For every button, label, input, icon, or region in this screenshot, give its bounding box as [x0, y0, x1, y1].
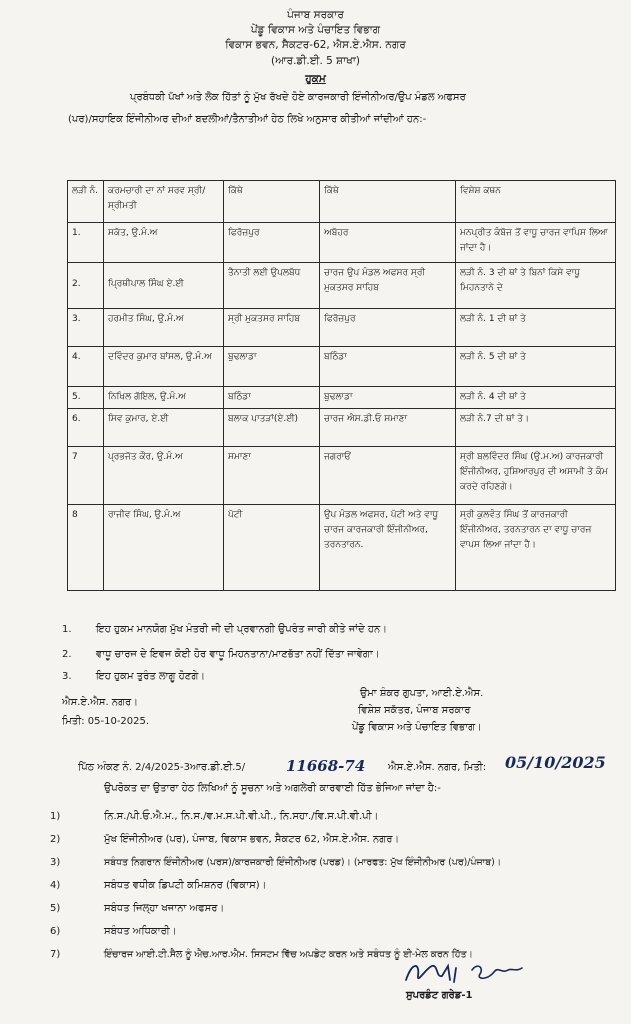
table-row — [68, 387, 616, 409]
table-row — [68, 409, 616, 447]
cell-from: ਬਲਾਕ ਪਾਤੜਾਂ(ਏ.ਈ) — [224, 409, 320, 447]
cell-from: ਪੱਟੀ — [224, 505, 320, 591]
cell-remarks: ਸ੍ਰੀ ਬਲਵਿੰਦਰ ਸਿੰਘ (ਉ.ਮ.ਅ) ਕਾਰਜਕਾਰੀ ਇੰਜੀਨੀਅਰ, ਹੁਸ਼ਿਆਰਪੁਰ ਦੀ ਅਸਾਮੀ ਤੇ ਕੰਮ ਕਰਦੇ ਰਹਿਣਗੇ। — [456, 447, 616, 505]
copy-item-number: 6) — [50, 926, 61, 937]
superintendent-signature — [402, 958, 532, 988]
endorsement-ref-number: 11668-74 — [286, 757, 366, 775]
table-row — [68, 447, 616, 505]
cell-to: ਉਪ ਮੰਡਲ ਅਫਸਰ, ਪੱਟੀ ਅਤੇ ਵਾਧੂ ਚਾਰਜ ਕਾਰਜਕਾਰੀ ਇੰਜੀਨੀਅਰ, ਤਰਨਤਾਰਨ. — [320, 505, 456, 591]
cell-to: ਜਗਰਾਓਂ — [320, 447, 456, 505]
cell-remarks: ਲੜੀ ਨੰ. 4 ਦੀ ਥਾਂ ਤੇ — [456, 387, 616, 409]
issue-date: ਮਿਤੀ: 05-10-2025. — [62, 716, 150, 727]
cell-name: ਹਰਮੀਤ ਸਿੰਘ, ਉ.ਮੰ.ਅ — [104, 309, 224, 347]
cell-name: ਦਵਿੰਦਰ ਕੁਮਾਰ ਬਾਂਸਲ, ਉ.ਮੰ.ਅ — [104, 347, 224, 387]
copy-item-number: 4) — [50, 880, 61, 891]
note-number: 1. — [62, 624, 72, 635]
table-row — [68, 263, 616, 309]
cell-remarks: ਮਨਪ੍ਰੀਤ ਕੰਬੋਜ ਤੋਂ ਵਾਧੂ ਚਾਰਜ ਵਾਪਿਸ ਲਿਆ ਜਾਂਦਾ ਹੈ। — [456, 223, 616, 263]
col-header-serial: ਲੜੀ ਨੰ. — [68, 181, 104, 223]
copy-item-number: 1) — [50, 811, 61, 822]
header-line-government: ਪੰਜਾਬ ਸਰਕਾਰ — [287, 9, 344, 21]
cell-to: ਅਬੋਹਰ — [320, 223, 456, 263]
note-text: ਇਹ ਹੁਕਮ ਮਾਨਯੋਗ ਮੁੱਖ ਮੰਤਰੀ ਜੀ ਦੀ ਪ੍ਰਵਾਨਗੀ ਉਪਰੰਤ ਜਾਰੀ ਕੀਤੇ ਜਾਂਦੇ ਹਨ। — [96, 624, 387, 635]
copy-item-text: ਇੰਚਾਰਜ ਆਈ.ਟੀ.ਸੈਲ ਨੂੰ ਐਚ.ਆਰ.ਐਮ. ਸਿਸਟਮ ਵਿੱਚ ਅਪਡੇਟ ਕਰਨ ਅਤੇ ਸਬੰਧਤ ਨੂੰ ਈ-ਮੇਲ ਕਰਨ ਹਿੱਤ। — [104, 949, 473, 960]
copy-item-number: 2) — [50, 834, 61, 845]
cell-to: ਬੁਢਲਾਡਾ — [320, 387, 456, 409]
cell-serial: 1. — [68, 223, 104, 263]
cell-name: ਰਾਜੀਵ ਸਿੰਘ, ਉ.ਮੰ.ਅ — [104, 505, 224, 591]
cell-to: ਚਾਰਜ ਐਸ.ਡੀ.ਓ ਸਮਾਣਾ — [320, 409, 456, 447]
copy-item-text: ਸਬੰਧਤ ਵਧੀਕ ਡਿਪਟੀ ਕਮਿਸ਼ਨਰ (ਵਿਕਾਸ)। — [104, 880, 267, 891]
cell-name: ਪ੍ਰਭਜੋਤ ਕੌਰ, ਉ.ਮੰ.ਅ — [104, 447, 224, 505]
note-number: 2. — [62, 649, 72, 660]
header-line-department: ਪੇਂਡੂ ਵਿਕਾਸ ਅਤੇ ਪੰਚਾਇਤ ਵਿਭਾਗ — [250, 24, 381, 36]
cell-remarks: ਲੜੀ ਨੰ. 5 ਦੀ ਥਾਂ ਤੇ — [456, 347, 616, 387]
signatory-name: ਉਮਾ ਸ਼ੰਕਰ ਗੁਪਤਾ, ਆਈ.ਏ.ਐਸ. — [360, 688, 484, 699]
signoff-designation: ਸੁਪਰਡੰਟ ਗਰੇਡ-1 — [406, 990, 473, 1001]
endorsement-intro: ਉਪਰੋਕਤ ਦਾ ਉਤਾਰਾ ਹੇਠ ਲਿਖਿਆਂ ਨੂੰ ਸੂਚਨਾ ਅਤੇ ਅਗਲੇਰੀ ਕਾਰਵਾਈ ਹਿੱਤ ਭੇਜਿਆ ਜਾਂਦਾ ਹੈ:- — [104, 783, 441, 794]
cell-from: ਸ੍ਰੀ ਮੁਕਤਸਰ ਸਾਹਿਬ — [224, 309, 320, 347]
intro-line-2: (ਪਰ)/ਸਹਾਇਕ ਇੰਜੀਨੀਅਰ ਦੀਆਂ ਬਦਲੀਆਂ/ਤੈਨਾਤੀਆਂ ਹੇਠ ਲਿਖੇ ਅਨੁਸਾਰ ਕੀਤੀਆਂ ਜਾਂਦੀਆਂ ਹਨ:- — [68, 114, 427, 125]
copy-item-number: 3) — [50, 857, 61, 868]
signatory-department: ਪੇਂਡੂ ਵਿਕਾਸ ਅਤੇ ਪੰਚਾਇਤ ਵਿਭਾਗ। — [352, 722, 482, 733]
endorsement-place-date: ਐਸ.ਏ.ਐਸ. ਨਗਰ, ਮਿਤੀ: — [388, 762, 487, 773]
copy-item-text: ਸਬੰਧਤ ਅਧਿਕਾਰੀ। — [104, 926, 177, 937]
table-row — [68, 505, 616, 591]
cell-remarks: ਲੜੀ ਨੰ. 1 ਦੀ ਥਾਂ ਤੇ — [456, 309, 616, 347]
note-number: 3. — [62, 671, 72, 682]
order-title: ਹੁਕਮ — [305, 73, 326, 85]
table-header-row — [68, 181, 616, 223]
cell-from: ਫਿਰੋਜ਼ਪੁਰ — [224, 223, 320, 263]
table-row — [68, 309, 616, 347]
endorsement-date: 05/10/2025 — [505, 753, 606, 772]
issue-place: ਐਸ.ਏ.ਐਸ. ਨਗਰ। — [62, 697, 138, 708]
copy-item-text: ਸਬੰਧਤ ਜਿਲ੍ਹਾ ਖਜਾਨਾ ਅਫਸਰ। — [104, 903, 225, 914]
cell-name: ਸਕੱਤ, ਉ.ਮੰ.ਅ — [104, 223, 224, 263]
copy-item-text: ਨਿ.ਸ./ਪੀ.ਓ.ਐ.ਮ., ਨਿ.ਸ./ਵ.ਮ.ਸ.ਪੀ.ਵੀ.ਪੀ., ਨਿ.ਸਹਾ./ਵਿ.ਸ.ਪੀ.ਵੀ.ਪੀ। — [104, 811, 379, 822]
note-text: ਵਾਧੂ ਚਾਰਜ ਦੇ ਇਵਜ ਕੋਈ ਹੋਰ ਵਾਧੂ ਮਿਹਨਤਾਨਾ/ਮਾਣਭੱਤਾ ਨਹੀਂ ਦਿੱਤਾ ਜਾਵੇਗਾ। — [96, 649, 380, 660]
cell-name: ਨਿਖਿਲ ਗੋਇਲ, ਉ.ਮੰ.ਅ — [104, 387, 224, 409]
col-header-to: ਕਿੱਥੇ — [320, 181, 456, 223]
header-line-branch: (ਆਰ.ਡੀ.ਈ. 5 ਸ਼ਾਖਾ) — [271, 55, 360, 67]
cell-from: ਬਠਿੰਡਾ — [224, 387, 320, 409]
cell-remarks: ਲੜੀ ਨੰ. 3 ਦੀ ਥਾਂ ਤੇ ਬਿਨਾਂ ਕਿਸੇ ਵਾਧੂ ਮਿਹਨਤਾਨੇ ਦੇ — [456, 263, 616, 309]
copy-item-number: 7) — [50, 949, 61, 960]
copy-item-text: ਸਬੰਧਤ ਨਿਗਰਾਨ ਇੰਜੀਨੀਅਰ (ਪਰਸ)/ਕਾਰਜਕਾਰੀ ਇੰਜੀਨੀਅਰ (ਪਰਡ)। (ਮਾਰਫਤ: ਮੁੱਖ ਇੰਜੀਨੀਅਰ (ਪਰ)/ਪੰਜਾਬ)। — [104, 857, 502, 868]
endorsement-ref: ਪਿੱਠ ਅੰਕਣ ਨੰ. 2/4/2025-3ਆਰ.ਡੀ.ਈ.5/ — [78, 762, 246, 773]
col-header-remarks: ਵਿਸ਼ੇਸ਼ ਕਥਨ — [456, 181, 616, 223]
signatory-designation: ਵਿਸ਼ੇਸ਼ ਸਕੱਤਰ, ਪੰਜਾਬ ਸਰਕਾਰ — [358, 705, 471, 716]
cell-serial: 2. — [68, 263, 104, 309]
cell-to: ਫਿਰੋਜ਼ਪੁਰ — [320, 309, 456, 347]
cell-serial: 7 — [68, 447, 104, 505]
col-header-from: ਕਿੱਥੇ — [224, 181, 320, 223]
note-text: ਇਹ ਹੁਕਮ ਤੁਰੰਤ ਲਾਗੂ ਹੋਣਗੇ। — [96, 671, 206, 682]
intro-line-1: ਪ੍ਰਬੰਧਕੀ ਪੱਖਾਂ ਅਤੇ ਲੋਕ ਹਿੱਤਾਂ ਨੂੰ ਮੁੱਖ ਰੱਖਦੇ ਹੋਏ ਕਾਰਜਕਾਰੀ ਇੰਜੀਨੀਅਰ/ਉਪ ਮੰਡਲ ਅਫਸਰ — [130, 92, 466, 103]
cell-remarks: ਸ੍ਰੀ ਕੁਲਵੰਤ ਸਿੰਘ ਤੋਂ ਕਾਰਜਕਾਰੀ ਇੰਜੀਨੀਅਰ, ਤਰਨਤਾਰਨ ਦਾ ਵਾਧੂ ਚਾਰਜ ਵਾਪਸ ਲਿਆ ਜਾਂਦਾ ਹੈ। — [456, 505, 616, 591]
cell-name: ਸਿਵ ਕੁਮਾਰ, ਏ.ਈ — [104, 409, 224, 447]
table-row — [68, 347, 616, 387]
cell-remarks: ਲੜੀ ਨੰ.7 ਦੀ ਥਾਂ ਤੇ। — [456, 409, 616, 447]
cell-serial: 5. — [68, 387, 104, 409]
cell-from: ਤੈਨਾਤੀ ਲਈ ਉਪਲਬੱਧ — [224, 263, 320, 309]
cell-to: ਬਠਿੰਡਾ — [320, 347, 456, 387]
cell-serial: 8 — [68, 505, 104, 591]
cell-to: ਚਾਰਜ ਉਪ ਮੰਡਲ ਅਫਸਰ ਸ੍ਰੀ ਮੁਕਤਸਰ ਸਾਹਿਬ — [320, 263, 456, 309]
copy-item-number: 5) — [50, 903, 61, 914]
cell-serial: 3. — [68, 309, 104, 347]
table-row — [68, 223, 616, 263]
copy-item-text: ਮੁੱਖ ਇੰਜੀਨੀਅਰ (ਪਰ), ਪੰਜਾਬ, ਵਿਕਾਸ ਭਵਨ, ਸੈਕਟਰ 62, ਐਸ.ਏ.ਐਸ. ਨਗਰ। — [104, 834, 400, 845]
cell-from: ਸਮਾਣਾ — [224, 447, 320, 505]
col-header-name: ਕਰਮਚਾਰੀ ਦਾ ਨਾਂ ਸਰਵ ਸ੍ਰੀ/ਸ੍ਰੀਮਤੀ — [104, 181, 224, 223]
transfers-table — [67, 180, 616, 591]
cell-name: ਪ੍ਰਿਥੀਪਾਲ ਸਿੰਘ ਏ.ਈ — [104, 263, 224, 309]
header-line-address: ਵਿਕਾਸ ਭਵਨ, ਸੈਕਟਰ-62, ਐਸ.ਏ.ਐਸ. ਨਗਰ — [225, 39, 406, 51]
cell-from: ਬੁਢਲਾਡਾ — [224, 347, 320, 387]
cell-serial: 4. — [68, 347, 104, 387]
cell-serial: 6. — [68, 409, 104, 447]
